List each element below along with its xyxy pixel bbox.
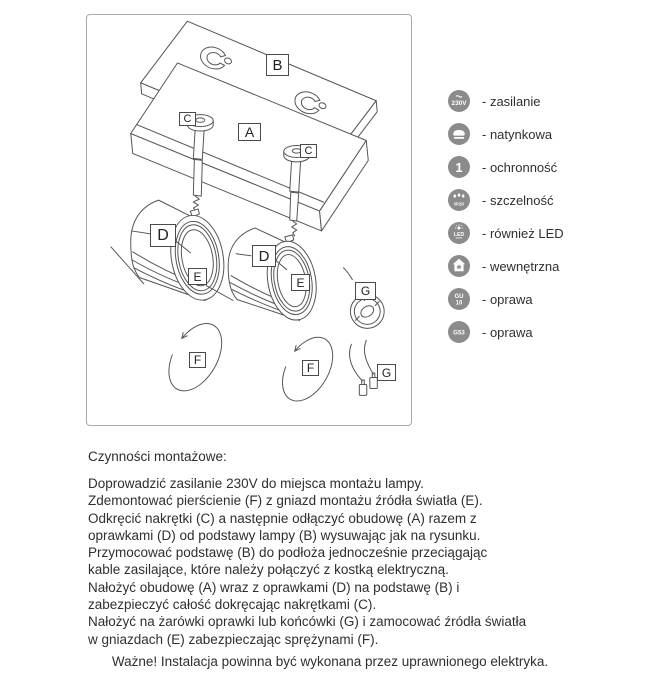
svg-text:230V: 230V [451, 100, 467, 107]
instruction-line: oprawkami (D) od podstawy lampy (B) wysuwając jak na rysunku. [88, 527, 481, 543]
instruction-line: Odkręcić nakrętki (C) a następnie odłączyć obudowę (A) razem z [88, 510, 477, 526]
warning-note: Ważne! Instalacja powinna być wykonana przez uprawnionego elektryka. [111, 654, 549, 669]
part-label-a: A [238, 123, 261, 141]
instruction-line: w gniazdach (E) zabezpieczając sprężynami (F). [88, 631, 379, 647]
indoor-use-icon [448, 255, 470, 277]
legend-label: - oprawa [482, 324, 533, 340]
legend-row-led [448, 222, 564, 244]
part-label-c-right: C [300, 144, 317, 158]
legend-row-protection [448, 156, 564, 178]
part-label-e-right: E [291, 274, 310, 291]
legend-label: - oprawa [482, 291, 533, 307]
surface-mounted-icon [448, 123, 470, 145]
svg-text:IP20: IP20 [454, 202, 464, 208]
legend-label: - również LED [482, 225, 564, 241]
legend-label: - natynkowa [482, 126, 553, 142]
legend-label: - zasilanie [482, 93, 541, 109]
legend-row-ip-rating [448, 189, 564, 211]
ip20-rating-icon [448, 189, 470, 211]
legend-row-indoor [448, 255, 564, 277]
part-label-e-left: E [188, 268, 207, 285]
instruction-line: kable zasilające, które należy połączyć z kostką elektryczną. [88, 562, 449, 578]
legend-label: - szczelność [482, 192, 554, 208]
instruction-line: Przymocować podstawę (B) do podłoża jednocześnie przeciągając [88, 545, 488, 561]
legend-row-power [448, 90, 564, 112]
part-label-f-left: F [189, 352, 206, 368]
instruction-line: Nałożyć na żarówki oprawki lub końcówki (G) i zamocować źródła światła [88, 614, 527, 630]
led-compatible-icon [448, 222, 470, 244]
svg-text:GU: GU [454, 293, 464, 300]
gu10-socket-icon [448, 288, 470, 310]
legend-row-g53 [448, 321, 564, 343]
part-label-f-right: F [302, 360, 319, 376]
part-label-d-left: D [150, 224, 176, 247]
part-label-c-left: C [179, 112, 196, 126]
power-230v-icon [448, 90, 470, 112]
instruction-line: Zdemontować pierścienie (F) z gniazd montażu źródła światła (E). [88, 493, 483, 509]
instruction-line: Nałożyć obudowę (A) wraz z oprawkami (D) na podstawę (B) i [88, 579, 460, 595]
instructions-heading: Czynności montażowe: [88, 449, 227, 464]
protection-class-1-icon [448, 156, 470, 178]
part-label-d-right: D [252, 245, 276, 267]
instruction-line: zabezpieczyć całość dokręcając nakrętkami (C). [88, 597, 377, 613]
part-label-g-top: G [355, 282, 376, 300]
g53-socket-icon [448, 321, 470, 343]
instruction-list [88, 475, 580, 648]
assembly-diagram [86, 14, 412, 426]
part-label-b: B [266, 54, 289, 76]
legend-label: - wewnętrzna [482, 258, 560, 274]
svg-text:1: 1 [455, 160, 463, 175]
legend-row-mounting [448, 123, 564, 145]
svg-text:LED: LED [453, 231, 465, 238]
legend-label: - ochronność [482, 159, 558, 175]
instruction-line: Doprowadzić zasilanie 230V do miejsca montażu lampy. [88, 476, 424, 491]
svg-text:G53: G53 [453, 329, 465, 337]
part-label-g-bottom: G [377, 364, 396, 381]
spec-legend [448, 90, 564, 354]
legend-row-gu10 [448, 288, 564, 310]
assembly-instructions [88, 448, 580, 648]
svg-text:10: 10 [455, 300, 463, 307]
line-art-drawing [87, 15, 411, 425]
